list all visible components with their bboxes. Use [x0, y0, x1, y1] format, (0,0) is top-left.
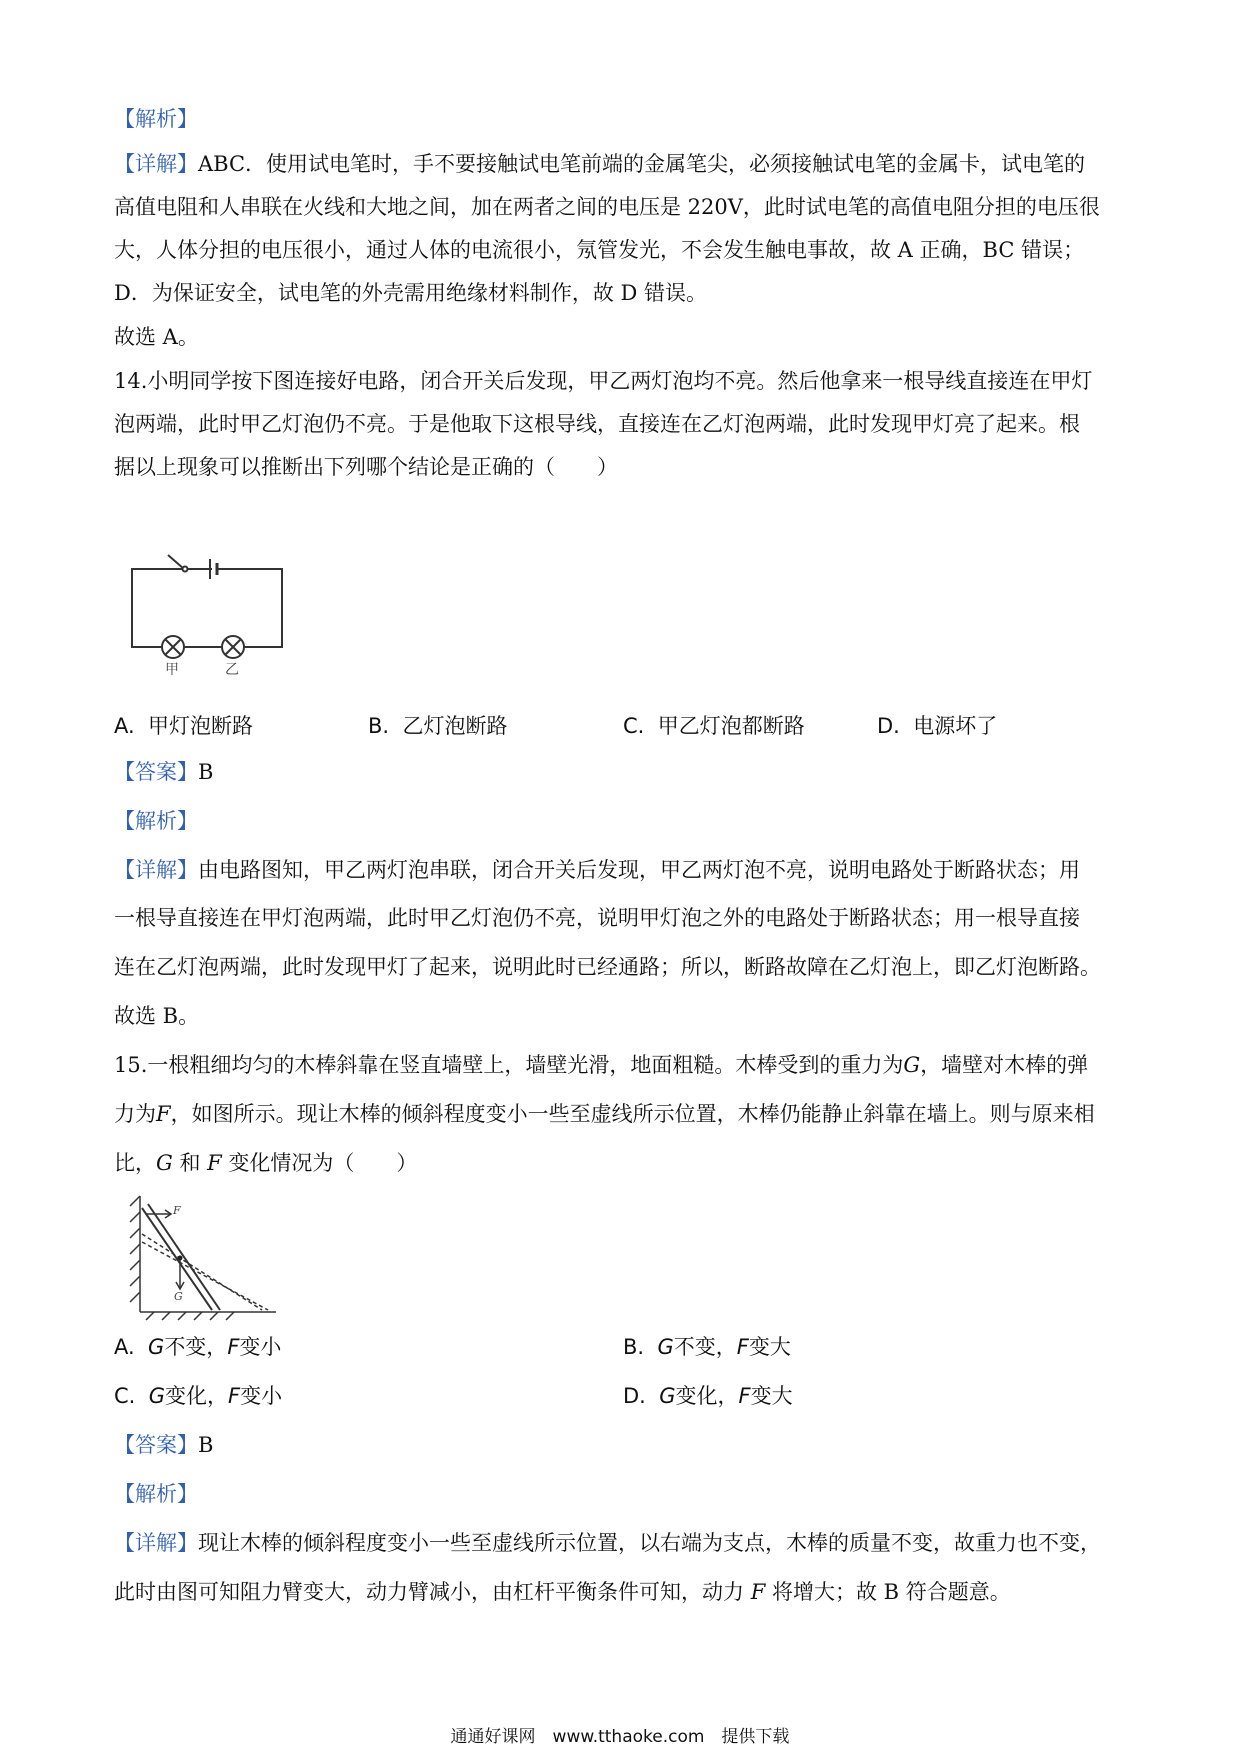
option-d: D. 电源坏了 — [877, 714, 998, 738]
detail-line: D．为保证安全，试电笔的外壳需用绝缘材料制作，故 D 错误。 — [114, 281, 708, 305]
analysis-tag: 【解析】 — [114, 809, 198, 833]
answer-tag: 【答案】 — [114, 760, 198, 784]
answer-tag: 【答案】 — [114, 1433, 198, 1457]
question-stem-line: 15.一根粗细均匀的木棒斜靠在竖直墙壁上，墙壁光滑，地面粗糙。木棒受到的重力为G，墙壁对木棒的弹 — [114, 1053, 1089, 1077]
option-d: D. G变化，F变大 — [623, 1384, 793, 1408]
detail-line: 高值电阻和人串联在火线和大地之间，加在两者之间的电压是 220V，此时试电笔的高值电阻分担的电压很 — [114, 195, 1100, 219]
conclusion: 故选 B。 — [114, 1004, 200, 1028]
detail-tag: 【详解】 — [114, 152, 198, 176]
detail-line: 一根导直接连在甲灯泡两端，此时甲乙灯泡仍不亮，说明甲灯泡之外的电路处于断路状态；用一根导直接 — [114, 906, 1080, 930]
circuit-diagram — [124, 545, 294, 680]
option-c: C. 甲乙灯泡都断路 — [623, 714, 805, 738]
question-stem-line: 比，G 和 F 变化情况为（ ） — [114, 1151, 418, 1175]
detail-line — [114, 149, 1134, 179]
detail-text: ABC．使用试电笔时，手不要接触试电笔前端的金属笔尖，必须接触试电笔的金属卡，试电笔的 — [198, 152, 1086, 176]
option-a: A. G不变，F变小 — [114, 1335, 282, 1359]
force-label: F — [173, 1204, 181, 1217]
answer-line — [114, 1430, 1134, 1460]
option-b: B. G不变，F变大 — [623, 1335, 791, 1359]
analysis-tag: 【解析】 — [114, 1482, 198, 1506]
detail-line: 【详解】现让木棒的倾斜程度变小一些至虚线所示位置，以右端为支点，木棒的质量不变，故重力也不变， — [114, 1531, 1101, 1555]
question-stem-line: 14.小明同学按下图连接好电路，闭合开关后发现，甲乙两灯泡均不亮。然后他拿来一根导线直接连在甲灯 — [114, 369, 1093, 393]
detail-line: 此时由图可知阻力臂变大，动力臂减小，由杠杆平衡条件可知，动力 F 将增大；故 B 符合题意。 — [114, 1580, 1011, 1604]
lamp-label-yi: 乙 — [225, 662, 239, 678]
answer-value: B — [198, 1433, 214, 1457]
analysis-tag: 【解析】 — [114, 107, 198, 131]
detail-line: 连在乙灯泡两端，此时发现甲灯了起来，说明此时已经通路；所以，断路故障在乙灯泡上，即乙灯泡断路。 — [114, 955, 1101, 979]
lamp-label-jia: 甲 — [165, 662, 179, 678]
option-c: C. G变化，F变小 — [114, 1384, 283, 1408]
gravity-label: G — [174, 1290, 183, 1303]
page-footer: 通通好课网 www.tthaoke.com 提供下载 — [450, 1727, 790, 1747]
rod-wall-diagram — [126, 1192, 286, 1322]
question-stem-line: 据以上现象可以推断出下列哪个结论是正确的（ ） — [114, 455, 618, 479]
answer-line — [114, 757, 1134, 787]
detail-line: 【详解】由电路图知，甲乙两灯泡串联，闭合开关后发现，甲乙两灯泡不亮，说明电路处于断路状态；用 — [114, 858, 1080, 882]
answer-value: B — [198, 760, 214, 784]
detail-tag: 【详解】 — [114, 1531, 198, 1555]
option-a: A. 甲灯泡断路 — [114, 714, 254, 738]
detail-tag: 【详解】 — [114, 858, 198, 882]
question-stem-line: 泡两端，此时甲乙灯泡仍不亮。于是他取下这根导线，直接连在乙灯泡两端，此时发现甲灯亮了起来。根 — [114, 412, 1080, 436]
question-stem-line: 力为F，如图所示。现让木棒的倾斜程度变小一些至虚线所示位置，木棒仍能静止斜靠在墙上。则与原来相 — [114, 1102, 1095, 1126]
option-b: B. 乙灯泡断路 — [368, 714, 508, 738]
conclusion: 故选 A。 — [114, 325, 199, 349]
detail-line: 大，人体分担的电压很小，通过人体的电流很小，氖管发光，不会发生触电事故，故 A 正确，BC 错误； — [114, 238, 1085, 262]
